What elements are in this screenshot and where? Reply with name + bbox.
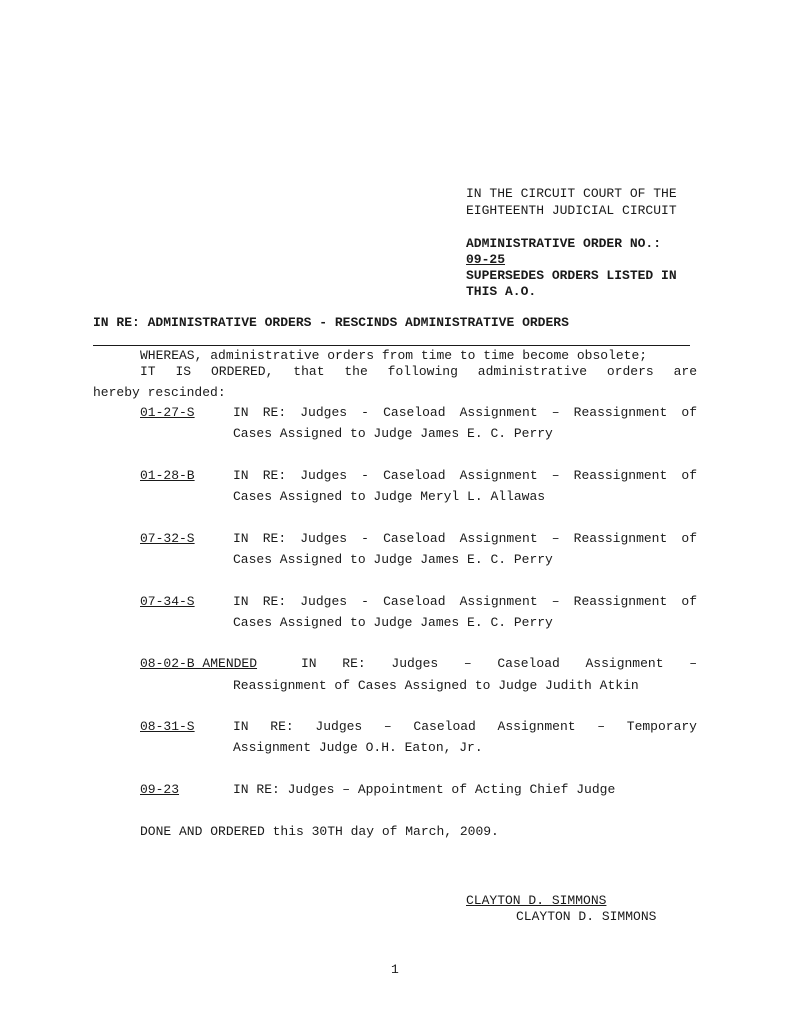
- order-number-label: ADMINISTRATIVE ORDER NO.:: [466, 236, 662, 251]
- order-code: 07-34-S: [140, 594, 195, 609]
- order-description-line2: Assignment Judge O.H. Eaton, Jr.: [233, 740, 483, 755]
- title-rule: [93, 345, 690, 346]
- document-title: IN RE: ADMINISTRATIVE ORDERS - RESCINDS ADMINISTRATIVE ORDERS: [93, 315, 569, 330]
- order-code: 07-32-S: [140, 531, 195, 546]
- order-description-line2: Cases Assigned to Judge Meryl L. Allawas: [233, 489, 546, 504]
- order-description-line1: IN RE: Judges - Caseload Assignment – Reassignment of: [233, 531, 697, 546]
- supersedes-line1: SUPERSEDES ORDERS LISTED IN: [466, 268, 677, 283]
- order-description-line2: Cases Assigned to Judge James E. C. Perry: [233, 552, 553, 567]
- court-name-line2: EIGHTEENTH JUDICIAL CIRCUIT: [466, 203, 677, 218]
- ordered-clause-line2: hereby rescinded:: [93, 385, 226, 400]
- signature: CLAYTON D. SIMMONS: [466, 893, 607, 908]
- order-description-line1: IN RE: Judges – Caseload Assignment – Temporary: [233, 719, 697, 734]
- order-code: 08-31-S: [140, 719, 195, 734]
- order-description-line1: IN RE: Judges – Appointment of Acting Chief Judge: [233, 782, 616, 797]
- order-description-line2: Reassignment of Cases Assigned to Judge Judith Atkin: [233, 678, 639, 693]
- order-code: 01-28-B: [140, 468, 195, 483]
- order-description-line2: Cases Assigned to Judge James E. C. Perry: [233, 615, 553, 630]
- whereas-clause: WHEREAS, administrative orders from time to time become obsolete;: [140, 348, 648, 363]
- order-number: 09-25: [466, 252, 506, 267]
- signer-name: CLAYTON D. SIMMONS: [516, 909, 657, 924]
- court-name-line1: IN THE CIRCUIT COURT OF THE: [466, 186, 677, 201]
- order-description-line1: IN RE: Judges - Caseload Assignment – Reassignment of: [233, 405, 697, 420]
- done-and-ordered: DONE AND ORDERED this 30TH day of March, 2009.: [140, 824, 499, 839]
- order-description-line1: IN RE: Judges - Caseload Assignment – Reassignment of: [233, 594, 697, 609]
- order-description-line1: IN RE: Judges – Caseload Assignment –: [301, 656, 697, 671]
- ordered-clause-line1: IT IS ORDERED, that the following administrative orders are: [140, 364, 697, 379]
- page-number: 1: [391, 962, 399, 977]
- order-code: 08-02-B AMENDED: [140, 656, 258, 671]
- order-description-line2: Cases Assigned to Judge James E. C. Perry: [233, 426, 553, 441]
- order-code: 01-27-S: [140, 405, 195, 420]
- supersedes-line2: THIS A.O.: [466, 284, 537, 299]
- order-description-line1: IN RE: Judges - Caseload Assignment – Reassignment of: [233, 468, 697, 483]
- order-code: 09-23: [140, 782, 180, 797]
